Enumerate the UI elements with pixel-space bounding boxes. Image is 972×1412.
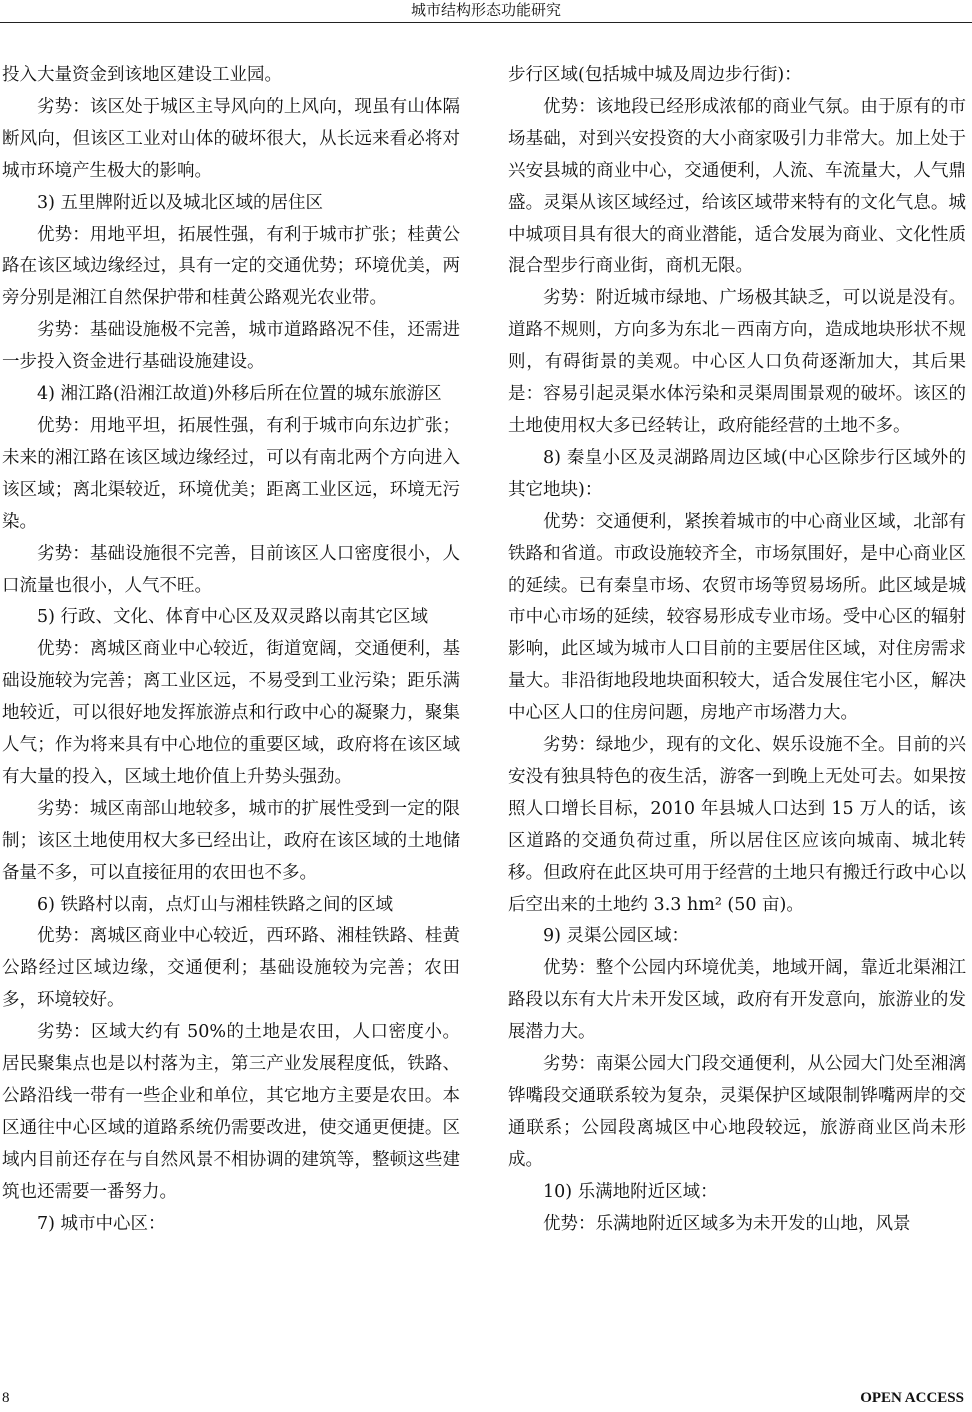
open-access-label: OPEN ACCESS	[860, 1390, 964, 1406]
running-title: 城市结构形态功能研究	[410, 1, 561, 19]
paragraph: 投入大量资金到该地区建设工业园。	[2, 65, 282, 85]
paragraph: 优势：用地平坦，拓展性强，有利于城市扩张；桂黄公路在该区域边缘经过，具有一定的交通优势；环境优美，两旁分别是湘江自然保护带和桂黄公路观光农业带。	[2, 224, 460, 309]
paragraph: 劣势：基础设施很不完善，目前该区人口密度很小，人口流量也很小，人气不旺。	[2, 543, 460, 596]
section-heading: 3) 五里牌附近以及城北区域的居住区	[37, 192, 324, 213]
paragraph: 优势：用地平坦，拓展性强，有利于城市向东边扩张；未来的湘江路在该区域边缘经过，可以有南北两个方向进入该区域；离北渠较近，环境优美；距离工业区远，环境无污染。	[2, 415, 460, 532]
left-column	[2, 60, 460, 1241]
paragraph: 优势：整个公园内环境优美，地域开阔，靠近北渠湘江路段以东有大片未开发区域，政府有开发意向，旅游业的发展潜力大。	[508, 958, 966, 1043]
section-heading: 7) 城市中心区：	[37, 1213, 166, 1234]
paragraph: 劣势：该区处于城区主导风向的上风向，现虽有山体隔断风向，但该区工业对山体的破坏很大，从长远来看必将对城市环境产生极大的影响。	[2, 96, 460, 181]
paragraph: 劣势：基础设施极不完善，城市道路路况不佳，还需进一步投入资金进行基础设施建设。	[2, 320, 460, 373]
paragraph: 劣势：区域大约有 50%的土地是农田，人口密度小。居民聚集点也是以村落为主，第三产业发展程度低，铁路、公路沿线一带有一些企业和单位，其它地方主要是农田。本区通往中心区域的道路系统仍需要改进，使交通更便捷。区域内目前还存在与自然风景不相协调的建筑等，整顿这些建筑也还需要一番努力。	[2, 1022, 460, 1202]
paragraph: 优势：离城区商业中心较近，西环路、湘桂铁路、桂黄公路经过区域边缘，交通便利；基础设施较为完善；农田多，环境较好。	[2, 926, 460, 1011]
paragraph: 优势：该地段已经形成浓郁的商业气氛。由于原有的市场基础，对到兴安投资的大小商家吸引力非常大。加上处于兴安县城的商业中心，交通便利，人流、车流量大，人气鼎盛。灵渠从该区域经过，给该区域带来特有的文化气息。城中城项目具有很大的商业潜能，适合发展为商业、文化性质混合型步行商业街，商机无限。	[508, 96, 966, 277]
paragraph: 劣势：绿地少，现有的文化、娱乐设施不全。目前的兴安没有独具特色的夜生活，游客一到晚上无处可去。如果按照人口增长目标，2010 年县城人口达到 15 万人的话，该区道路的交通负荷过重，所以居住区应该向城南、城北转移。但政府在此区块可用于经营的土地只有搬迁行政中心以后空出来的土地约 3.3 hm² (50 亩)。	[508, 735, 966, 915]
section-heading: 4) 湘江路(沿湘江故道)外移后所在位置的城东旅游区	[37, 384, 442, 405]
paragraph: 步行区域(包括城中城及周边步行街)：	[508, 65, 802, 85]
section-heading: 6) 铁路村以南，点灯山与湘桂铁路之间的区域	[37, 894, 394, 915]
section-heading: 8) 秦皇小区及灵湖路周边区域(中心区除步行区域外的其它地块)：	[508, 447, 966, 500]
section-heading: 5) 行政、文化、体育中心区及双灵路以南其它区域	[37, 607, 429, 628]
paragraph: 优势：交通便利，紧挨着城市的中心商业区域，北部有铁路和省道。市政设施较齐全，市场氛围好，是中心商业区的延续。已有秦皇市场、农贸市场等贸易场所。此区域是城市中心市场的延续，较容易形成专业市场。受中心区的辐射影响，此区域为城市人口目前的主要居住区域，对住房需求量大。非沿街地段地块面积较大，适合发展住宅小区，解决中心区人口的住房问题，房地产市场潜力大。	[508, 511, 966, 724]
right-column	[508, 60, 966, 1241]
paragraph: 劣势：附近城市绿地、广场极其缺乏，可以说是没有。道路不规则，方向多为东北－西南方向，造成地块形状不规则，有碍街景的美观。中心区人口负荷逐渐加大，其后果是：容易引起灵渠水体污染和灵渠周围景观的破坏。该区的土地使用权大多已经转让，政府能经营的土地不多。	[508, 288, 966, 436]
paragraph: 劣势：城区南部山地较多，城市的扩展性受到一定的限制；该区土地使用权大多已经出让，政府在该区域的土地储备量不多，可以直接征用的农田也不多。	[2, 798, 460, 883]
running-header	[0, 0, 972, 23]
section-heading: 10) 乐满地附近区域：	[543, 1181, 718, 1202]
paragraph: 优势：离城区商业中心较近，街道宽阔，交通便利，基础设施较为完善；离工业区远，不易受到工业污染；距乐满地较近，可以很好地发挥旅游点和行政中心的凝聚力，聚集人气；作为将来具有中心地位的重要区域，政府将在该区域有大量的投入，区域土地价值上升势头强劲。	[2, 639, 460, 787]
page-number: 8	[2, 1390, 10, 1406]
paragraph: 优势：乐满地附近区域多为未开发的山地，风景	[543, 1213, 911, 1234]
section-heading: 9) 灵渠公园区域：	[543, 926, 690, 947]
paragraph: 劣势：南渠公园大门段交通便利，从公园大门处至湘漓铧嘴段交通联系较为复杂，灵渠保护区域限制铧嘴两岸的交通联系；公园段离城区中心地段较远，旅游商业区尚未形成。	[508, 1054, 966, 1170]
